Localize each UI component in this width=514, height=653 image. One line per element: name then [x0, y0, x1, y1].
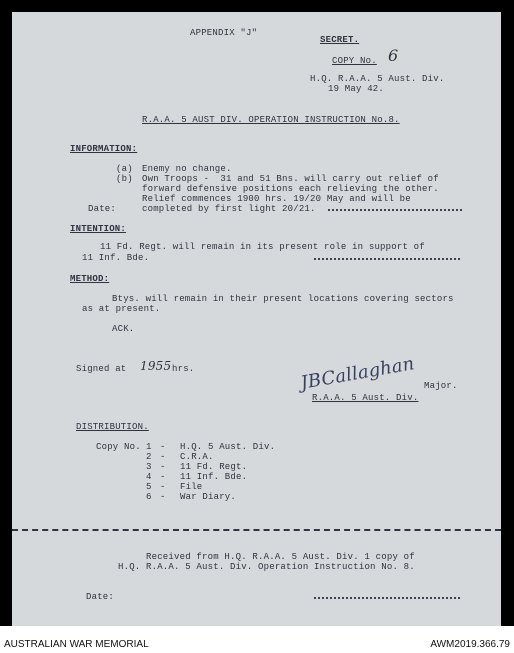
document-page — [12, 12, 501, 626]
copy-number: 6 — [388, 46, 399, 65]
document-date: 19 May 42. — [328, 84, 385, 94]
classification-label: SECRET. — [320, 35, 360, 45]
distribution-no: 6 — [146, 492, 152, 502]
distribution-dash: - — [160, 462, 166, 472]
receipt-line1: Received from H.Q. R.A.A. 5 Aust. Div. 1 copy of — [146, 552, 415, 562]
archive-reference: AWM2019.366.79 — [430, 639, 510, 650]
distribution-dash: - — [160, 472, 166, 482]
distribution-no: 1 — [146, 442, 152, 452]
distribution-dest: 11 Fd. Regt. — [180, 462, 248, 472]
info-b-line2: forward defensive positions each relieving the other. — [142, 184, 439, 194]
copy-number-label: COPY No. — [332, 56, 377, 66]
dotted-line — [328, 209, 462, 211]
dotted-line — [314, 597, 460, 599]
info-b-line4: completed by first light 20/21. — [142, 204, 316, 214]
intention-line1: 11 Fd. Regt. will remain in its present role in support of — [100, 242, 425, 252]
intention-heading: INTENTION: — [70, 224, 127, 234]
distribution-dest: C.R.A. — [180, 452, 214, 462]
distribution-dash: - — [160, 482, 166, 492]
receipt-date-label: Date: — [86, 592, 115, 602]
distribution-dash: - — [160, 452, 166, 462]
info-b-line1: Own Troops - 31 and 51 Bns. will carry out relief of — [142, 174, 439, 184]
tear-off-rule — [12, 529, 501, 531]
signed-suffix: hrs. — [172, 364, 195, 374]
info-a-label: (a) — [116, 164, 133, 174]
receipt-line2: H.Q. R.A.A. 5 Aust. Div. Operation Instruction No. 8. — [118, 562, 415, 572]
distribution-dest: File — [180, 482, 203, 492]
distribution-copy-label: Copy No. — [96, 442, 141, 452]
signed-prefix: Signed at — [76, 364, 127, 374]
method-line1: Btys. will remain in their present locations covering sectors — [112, 294, 454, 304]
signature: JBCallaghan — [298, 353, 417, 394]
distribution-dest: War Diary. — [180, 492, 237, 502]
distribution-no: 4 — [146, 472, 152, 482]
dotted-line — [314, 258, 460, 260]
distribution-no: 5 — [146, 482, 152, 492]
information-heading: INFORMATION: — [70, 144, 138, 154]
distribution-dest: 11 Inf. Bde. — [180, 472, 248, 482]
distribution-dash: - — [160, 442, 166, 452]
distribution-dest: H.Q. 5 Aust. Div. — [180, 442, 276, 452]
method-line2: as at present. — [82, 304, 161, 314]
hq-address: H.Q. R.A.A. 5 Aust. Div. — [310, 74, 445, 84]
document-title: R.A.A. 5 AUST DIV. OPERATION INSTRUCTION No.8. — [142, 115, 400, 125]
ack-label: ACK. — [112, 324, 135, 334]
archive-footer — [0, 626, 514, 653]
signed-time: 1955 — [140, 359, 172, 373]
intention-line2: 11 Inf. Bde. — [82, 253, 150, 263]
info-date-label: Date: — [88, 204, 117, 214]
method-heading: METHOD: — [70, 274, 110, 284]
distribution-no: 3 — [146, 462, 152, 472]
archive-name: AUSTRALIAN WAR MEMORIAL — [4, 639, 149, 650]
info-b-label: (b) — [116, 174, 133, 184]
info-a-text: Enemy no change. — [142, 164, 232, 174]
distribution-heading: DISTRIBUTION. — [76, 422, 149, 432]
signatory-unit: R.A.A. 5 Aust. Div. — [312, 393, 419, 403]
distribution-no: 2 — [146, 452, 152, 462]
appendix-label: APPENDIX "J" — [190, 28, 258, 38]
info-b-line3: Relief commences 1900 hrs. 19/20 May and will be — [142, 194, 411, 204]
signatory-rank: Major. — [424, 381, 458, 391]
distribution-dash: - — [160, 492, 166, 502]
